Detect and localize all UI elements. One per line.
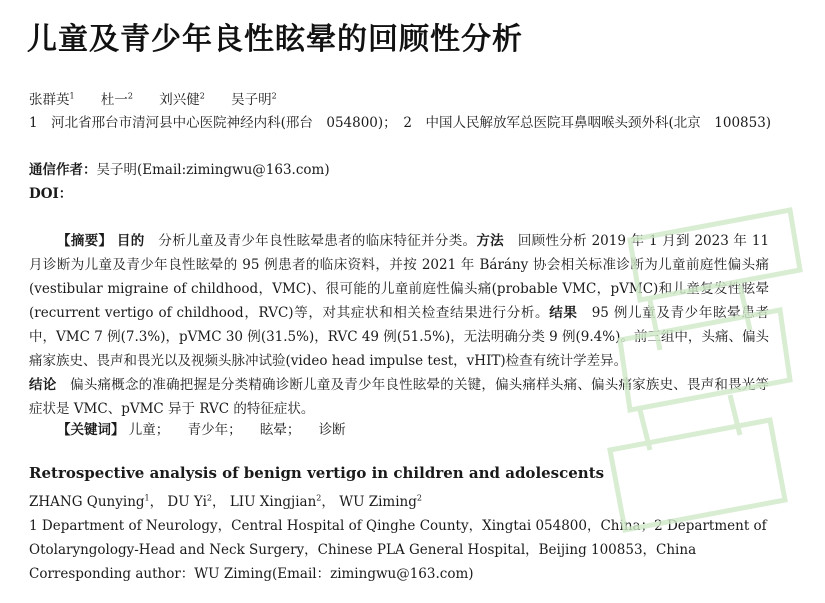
author: 张群英$^1$ (29, 91, 75, 108)
corresponding-author: 通信作者：吴子明(Email:zimingwu@163.com) (29, 162, 330, 178)
abstract-label: 【摘要】 (57, 233, 113, 249)
author: 刘兴健$^2$ (159, 91, 205, 108)
page-title: 儿童及青少年良性眩晕的回顾性分析 (27, 22, 523, 57)
english-author-list: ZHANG Qunying$^1$， DU Yi$^2$， LIU Xingjian$^2$， WU Ziming$^2$ (29, 493, 422, 510)
keywords: 【关键词】 儿童； 青少年； 眩晕； 诊断 (57, 422, 346, 438)
english-title: Retrospective analysis of benign vertigo in children and adolescents (29, 464, 605, 482)
affiliations: 1 河北省邢台市清河县中心医院神经内科(邢台 054800)； 2 中国人民解放军总医院耳鼻咽喉头颈外科(北京 100853) (29, 115, 772, 131)
methods-text: 回顾性分析 2019 年 1 月到 2023 年 11 月诊断为儿童及青少年良性眩晕的 95 例患者的临床资料，并按 2021 年 Bárány 协会相关标准诊断为儿童前庭性偏头痛(vestibular migraine of childhood，VMC)、很可能的儿童前庭性偏头痛(probable VMC，pVMC)和儿童复发性眩晕(recurrent vertigo of childhood，RVC)等，对其症状和相关检查结果进行分析。 (29, 233, 770, 321)
author: 吴子明$^2$ (231, 91, 277, 108)
objective-text: 分析儿童及青少年良性眩晕患者的临床特征并分类。 (158, 233, 477, 249)
results-text: 95 例儿童及青少年眩晕患者中，VMC 7 例(7.3%)，pVMC 30 例(31.5%)，RVC 49 例(51.5%)，无法明确分类 9 例(9.4%)。前三组中，头痛、偏头痛家族史、畏声和畏光以及视频头脉冲试验(video head impulse test，vHIT)检查有统计学差异。 (29, 305, 770, 369)
author: 杜一$^2$ (100, 91, 133, 108)
conclusion-text: 偏头痛概念的准确把握是分类精确诊断儿童及青少年良性眩晕的关键，偏头痛样头痛、偏头痛家族史、畏声和畏光等症状是 VMC、pVMC 异于 RVC 的特征症状。 (29, 377, 770, 417)
english-affiliations: 1 Department of Neurology，Central Hospital of Qinghe County，Xingtai 054800，China；2 Department of Otolaryngology-Head and Neck Surgery，Chinese PLA General Hospital，Beijing 100853，China (29, 518, 767, 558)
author-list (29, 88, 299, 108)
english-corresponding-author: Corresponding author：WU Ziming(Email：zimingwu@163.com) (29, 566, 474, 582)
doi: DOI： (29, 186, 73, 202)
abstract: 【摘要】 目的 分析儿童及青少年良性眩晕患者的临床特征并分类。方法 回顾性分析 2019 年 1 月到 2023 年 11 月诊断为儿童及青少年良性眩晕的 95 例患者的临床资料，并按 2021 年 Bárány 协会相关标准诊断为儿童前庭性偏头痛(vestibular migraine of childhood，VMC)、很可能的儿童前庭性偏头痛(probable VMC，pVMC)和儿童复发性眩晕(recurrent vertigo of childhood，RVC)等，对其症状和相关检查结果进行分析。结果 95 例儿童及青少年眩晕患者中，VMC 7 例(7.3%)，pVMC 30 例(31.5%)，RVC 49 例(51.5%)，无法明确分类 9 例(9.4%)。前三组中，头痛、偏头痛家族史、畏声和畏光以及视频头脉冲试验(video head impulse test，vHIT)检查有统计学差异。 结论 偏头痛概念的准确把握是分类精确诊断儿童及青少年良性眩晕的关键，偏头痛样头痛、偏头痛家族史、畏声和畏光等症状是 VMC、pVMC 异于 RVC 的特征症状。 (29, 233, 770, 417)
